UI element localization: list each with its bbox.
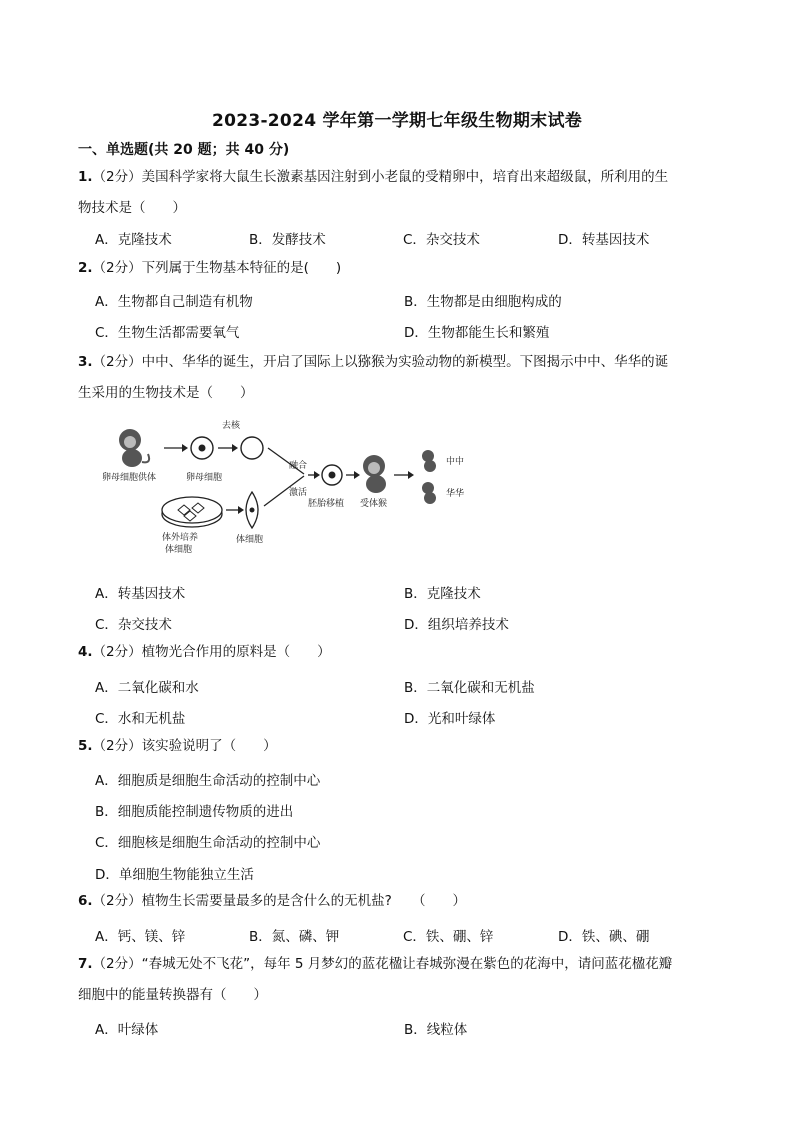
option-a[interactable]: A．叶绿体 xyxy=(95,1022,159,1038)
question-text: 生采用的生物技术是（ ） xyxy=(78,385,254,401)
section-heading: 一、单选题(共 20 题；共 40 分) xyxy=(78,142,290,158)
question-3 xyxy=(78,347,718,409)
label-embryo-transfer: 胚胎移植 xyxy=(308,499,345,509)
question-number: 3. xyxy=(78,354,93,370)
label-recipient: 受体猴 xyxy=(360,499,388,509)
option-a[interactable]: A．细胞质是细胞生命活动的控制中心 xyxy=(95,773,321,789)
option-c[interactable]: C．细胞核是细胞生命活动的控制中心 xyxy=(95,835,321,851)
options-row xyxy=(95,707,735,729)
option-d[interactable]: D．单细胞生物能独立生活 xyxy=(95,867,254,883)
options-row xyxy=(95,925,735,947)
question-text: （2分）“春城无处不飞花”，每年 5 月梦幻的蓝花楹让春城弥漫在紫色的花海中，请问蓝花楹花瓣 xyxy=(92,956,673,972)
baby-monkey-huahua-icon xyxy=(422,482,436,504)
question-6 xyxy=(78,886,718,917)
label-egg-donor: 卵母细胞供体 xyxy=(102,473,157,483)
culture-dish-icon xyxy=(162,497,222,527)
enucleated-egg-icon xyxy=(241,437,263,459)
option-c[interactable]: C．杂交技术 xyxy=(95,617,172,633)
option-b[interactable]: B．细胞质能控制遗传物质的进出 xyxy=(95,804,294,820)
somatic-cell-icon xyxy=(246,492,258,528)
option-a[interactable]: A．钙、镁、锌 xyxy=(95,929,186,945)
question-number: 4. xyxy=(78,644,93,660)
monkey-recipient-icon xyxy=(363,455,386,493)
question-text: （2分）植物光合作用的原料是（ ） xyxy=(92,644,331,660)
option-b[interactable]: B．发酵技术 xyxy=(249,232,326,248)
cloning-diagram xyxy=(102,418,482,558)
option-a[interactable]: A．转基因技术 xyxy=(95,586,186,602)
options-row xyxy=(95,863,735,885)
question-text: （2分）下列属于生物基本特征的是( ) xyxy=(92,260,342,276)
question-number: 2. xyxy=(78,260,93,276)
label-somatic-culture: 体细胞 xyxy=(165,545,193,555)
question-number: 5. xyxy=(78,738,93,754)
options-row xyxy=(95,613,735,635)
question-text: （2分）该实验说明了（ ） xyxy=(92,738,277,754)
option-d[interactable]: D．组织培养技术 xyxy=(404,617,509,633)
egg-cell-icon xyxy=(191,437,213,459)
option-b[interactable]: B．氮、磷、钾 xyxy=(249,929,340,945)
question-number: 6. xyxy=(78,893,93,909)
question-number: 7. xyxy=(78,956,93,972)
label-zhongzhong: 中中 xyxy=(446,457,465,467)
question-text: （2分）美国科学家将大鼠生长激素基因注射到小老鼠的受精卵中，培育出来超级鼠，所利用的生 xyxy=(92,169,669,185)
option-c[interactable]: C．生物生活都需要氧气 xyxy=(95,325,240,341)
option-d[interactable]: D．生物都能生长和繁殖 xyxy=(404,325,550,341)
option-b[interactable]: B．线粒体 xyxy=(404,1022,468,1038)
question-5 xyxy=(78,731,718,762)
options-row xyxy=(95,228,735,250)
question-2 xyxy=(78,253,718,284)
options-row xyxy=(95,1018,735,1040)
question-number: 1. xyxy=(78,169,93,185)
options-row xyxy=(95,676,735,698)
baby-monkey-zhongzhong-icon xyxy=(422,450,436,472)
option-c[interactable]: C．铁、硼、锌 xyxy=(403,929,494,945)
question-1 xyxy=(78,162,718,224)
question-text: 物技术是（ ） xyxy=(78,200,186,216)
question-text: 细胞中的能量转换器有（ ） xyxy=(78,987,267,1003)
options-row xyxy=(95,831,735,853)
option-d[interactable]: D．转基因技术 xyxy=(558,232,650,248)
option-a[interactable]: A．生物都自己制造有机物 xyxy=(95,294,253,310)
option-c[interactable]: C．水和无机盐 xyxy=(95,711,186,727)
options-row xyxy=(95,321,735,343)
option-d[interactable]: D．光和叶绿体 xyxy=(404,711,496,727)
options-row xyxy=(95,769,735,791)
question-text: （2分）中中、华华的诞生，开启了国际上以猕猴为实验动物的新模型。下图揭示中中、华华的诞 xyxy=(92,354,669,370)
label-in-vitro-culture: 体外培养 xyxy=(162,533,199,543)
embryo-cell-icon xyxy=(322,465,342,485)
option-c[interactable]: C．杂交技术 xyxy=(403,232,480,248)
label-enucleate: 去核 xyxy=(222,421,241,431)
option-a[interactable]: A．克隆技术 xyxy=(95,232,172,248)
question-4 xyxy=(78,637,718,668)
options-row xyxy=(95,582,735,604)
monkey-donor-icon xyxy=(119,429,149,467)
option-a[interactable]: A．二氧化碳和水 xyxy=(95,680,199,696)
question-7 xyxy=(78,949,718,1011)
option-d[interactable]: D．铁、碘、硼 xyxy=(558,929,650,945)
question-text: （2分）植物生长需要量最多的是含什么的无机盐? （ ） xyxy=(92,893,467,909)
label-egg-cell: 卵母细胞 xyxy=(186,473,223,483)
option-b[interactable]: B．克隆技术 xyxy=(404,586,481,602)
option-b[interactable]: B．生物都是由细胞构成的 xyxy=(404,294,562,310)
label-somatic-cell: 体细胞 xyxy=(236,535,264,545)
label-fuse: 融合 xyxy=(289,461,308,471)
label-activate: 激活 xyxy=(289,488,308,498)
label-huahua: 华华 xyxy=(446,489,465,499)
option-b[interactable]: B．二氧化碳和无机盐 xyxy=(404,680,535,696)
options-row xyxy=(95,800,735,822)
exam-title: 2023-2024 学年第一学期七年级生物期末试卷 xyxy=(211,111,583,131)
options-row xyxy=(95,290,735,312)
